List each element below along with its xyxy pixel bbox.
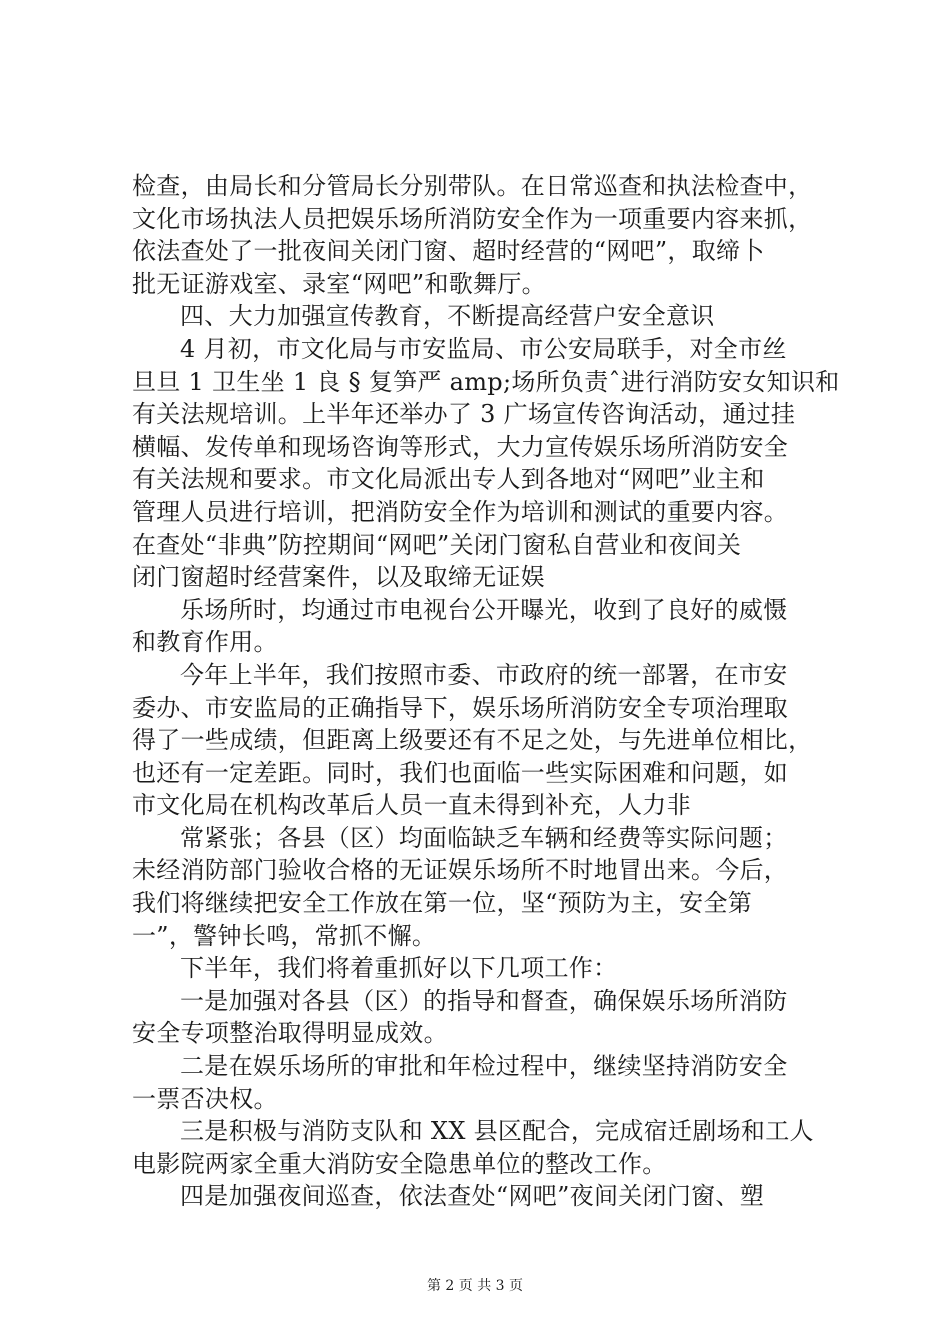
text-line: 今年上半年，我们按照市委、市政府的统一部署，在市安 xyxy=(180,660,788,689)
text-line: 批无证游戏室、录室“网吧”和歌舞厅。 xyxy=(132,269,546,298)
text-line: 得了一些成绩，但距离上级要还有不足之处，与先进单位相比， xyxy=(132,726,813,755)
text-line: 横幅、发传单和现场咨询等形式，大力宣传娱乐场所消防安全 xyxy=(132,432,789,461)
text-line: 安全专项整治取得明显成效。 xyxy=(132,1019,448,1048)
text-line: 四是加强夜间巡查，依法查处“网吧”夜间关闭门窗、塑 xyxy=(180,1182,765,1211)
text-line: 一票否决权。 xyxy=(132,1084,278,1113)
text-line: 下半年，我们将着重抓好以下几项工作： xyxy=(180,954,618,983)
text-line: 4 月初，市文化局与市安监局、市公安局联手，对全市丝 xyxy=(180,334,787,363)
text-line: 依法查处了一批夜间关闭门窗、超时经营的“网吧”，取缔卜 xyxy=(132,237,765,266)
text-line: 有关法规培训。上半年还举办了 3 广场宣传咨询活动，通过挂 xyxy=(132,400,796,429)
text-line: 二是在娱乐场所的审批和年检过程中，继续坚持消防安全 xyxy=(180,1052,788,1081)
text-line: 电影院两家全重大消防安全隐患单位的整改工作。 xyxy=(132,1149,667,1178)
document-body xyxy=(132,170,840,1213)
text-line: 一”，警钟长鸣，常抓不懈。 xyxy=(132,921,437,950)
text-line: 管理人员进行培训，把消防安全作为培训和测试的重要内容。 xyxy=(132,497,789,526)
text-line: 和教育作用。 xyxy=(132,628,278,657)
text-line: 常紧张；各县（区）均面临缺乏车辆和经费等实际问题； xyxy=(180,823,788,852)
text-line: 旦旦 1 卫生坐 1 良 § 复笋严 amp;场所负责ˆ进行消防安女知识和 xyxy=(132,367,840,396)
text-line: 也还有一定差距。同时，我们也面临一些实际困难和问题，如 xyxy=(132,758,789,787)
page-footer: 第 2 页 共 3 页 xyxy=(426,1278,524,1294)
text-line: 有关法规和要求。市文化局派出专人到各地对“网吧”业主和 xyxy=(132,465,765,494)
text-line: 未经消防部门验收合格的无证娱乐场所不时地冒出来。今后， xyxy=(132,856,789,885)
text-line: 我们将继续把安全工作放在第一位，坚“预防为主，安全第 xyxy=(132,889,753,918)
text-line: 市文化局在机构改革后人员一直未得到补充，人力非 xyxy=(132,791,691,820)
text-line: 委办、市安监局的正确指导下，娱乐场所消防安全专项治理取 xyxy=(132,693,789,722)
text-line: 在查处“非典”防控期间“网吧”关闭门窗私自营业和夜间关 xyxy=(132,530,742,559)
text-line: 乐场所时，均通过市电视台公开曝光，收到了良好的威慑 xyxy=(180,595,788,624)
text-line: 四、大力加强宣传教育，不断提高经营户安全意识 xyxy=(180,302,715,331)
text-line: 三是积极与消防支队和 XX 县区配合，完成宿迁剧场和工人 xyxy=(180,1117,814,1146)
text-line: 一是加强对各县（区）的指导和督查，确保娱乐场所消防 xyxy=(180,986,788,1015)
text-line: 检查，由局长和分管局长分别带队。在日常巡查和执法检查中， xyxy=(132,172,813,200)
text-line: 闭门窗超时经营案件，以及取缔无证娱 xyxy=(132,563,546,592)
text-line: 文化市场执法人员把娱乐场所消防安全作为一项重要内容来抓， xyxy=(132,204,813,233)
